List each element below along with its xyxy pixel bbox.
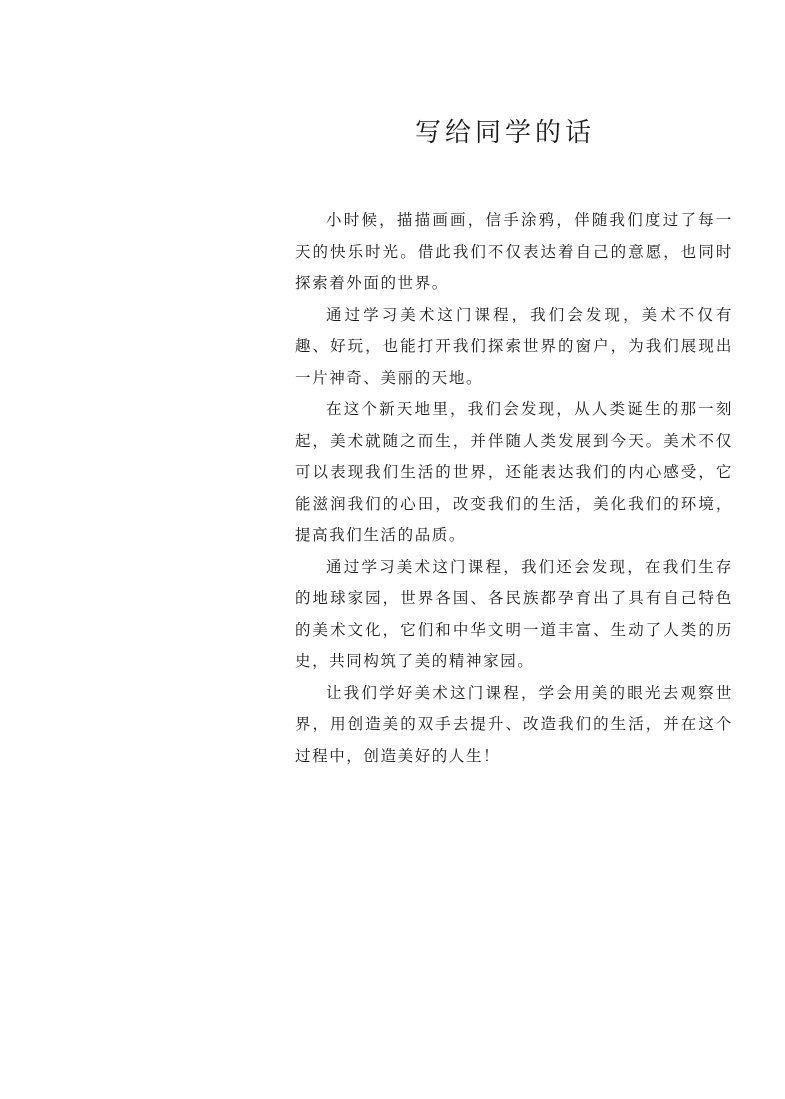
- paragraph: 在这个新天地里，我们会发现，从人类诞生的那一刻起，美术就随之而生，并伴随人类发展到今天。美术不仅可以表现我们生活的世界，还能表达我们的内心感受，它能滋润我们的心田，改变我们的生活，美化我们的环境，提高我们生活的品质。: [295, 400, 733, 544]
- paragraph: 通过学习美术这门课程，我们还会发现，在我们生存的地球家园，世界各国、各民族都孕育出了具有自己特色的美术文化，它们和中华文明一道丰富、生动了人类的历史，共同构筑了美的精神家园。: [295, 557, 733, 670]
- paragraph: 通过学习美术这门课程，我们会发现，美术不仅有趣、好玩，也能打开我们探索世界的窗户，为我们展现出一片神奇、美丽的天地。: [295, 305, 733, 387]
- paragraph: 小时候，描描画画，信手涂鸦，伴随我们度过了每一天的快乐时光。借此我们不仅表达着自己的意愿，也同时探索着外面的世界。: [295, 211, 733, 292]
- page-title: 写给同学的话: [415, 118, 596, 148]
- document-body: [295, 205, 733, 772]
- paragraph: 让我们学好美术这门课程，学会用美的眼光去观察世界，用创造美的双手去提升、改造我们的生活，并在这个过程中，创造美好的人生！: [295, 683, 733, 765]
